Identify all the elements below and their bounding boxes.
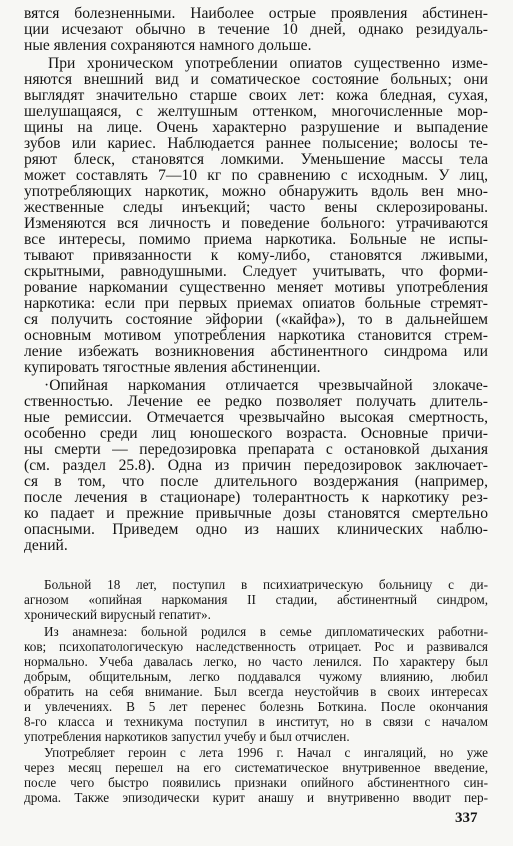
text-line: Изменяются вся личность и поведение больного: утрачиваются: [24, 215, 488, 232]
case-line: употребления наркотиков запустил учебу и был отчислен.: [24, 729, 350, 744]
text-line: ряют блеск, становятся ломкими. Уменьшение массы тела: [24, 151, 488, 168]
text-line: выглядят значительно старше своих лет: кожа бледная, сухая,: [24, 87, 488, 104]
case-line: 8-го класса и техникума поступил в институт, но в связи с началом: [24, 714, 488, 729]
case-line: добрым, общительным, легко поддавался чужому влиянию, любил: [24, 669, 488, 684]
text-line: ны смерти — передозировка препарата с остановкой дыхания: [24, 441, 488, 458]
case-line: хронический вирусный гепатит».: [24, 607, 211, 622]
text-line: вятся болезненными. Наиболее острые проявления абстинен-: [24, 5, 488, 22]
text-line: ственностью. Лечение ее редко позволяет получать длитель-: [24, 393, 488, 410]
text-line: ции исчезают обычно в течение 10 дней, однако резидуаль-: [24, 21, 488, 38]
text-line: ление избежать возникновения абстинентного синдрома или: [24, 343, 488, 360]
text-line: может составлять 7—10 кг по сравнению с исходным. У лиц,: [24, 167, 488, 184]
text-line: наркотика: если при первых приемах опиатов больные стремят-: [24, 295, 488, 312]
text-line: При хроническом употреблении опиатов существенно изме-: [48, 55, 488, 72]
case-line: агнозом «опийная наркомания II стадии, абстинентный синдром,: [24, 592, 488, 607]
page-number: 337: [455, 810, 478, 826]
text-line: опасными. Приведем одно из наших клинических наблю-: [24, 521, 488, 538]
text-line: основным мотивом употребления наркотика становится стрем-: [24, 327, 488, 344]
case-line: и увлечениях. В 5 лет перенес болезнь Боткина. После окончания: [24, 699, 488, 714]
text-line: щины на лице. Очень характерно разрушение и выпадение: [24, 119, 488, 136]
text-line: ся получить состояние эйфории («кайфа»), то в дальнейшем: [24, 311, 488, 328]
text-line: тывают привязанности к кому-либо, становятся лживыми,: [24, 247, 488, 264]
text-line: употребляющих наркотик, можно обнаружить вдоль вен мно-: [24, 183, 488, 200]
case-line: обратить на себя внимание. Был всегда неустойчив в своих интересах: [24, 684, 488, 699]
text-line: после лечения в стационаре) толерантность к наркотику рез-: [24, 489, 488, 506]
text-line: ко падает и прежние привычные дозы становятся смертельно: [24, 505, 488, 522]
text-line: скрытными, равнодушными. Следует учитывать, что форми-: [24, 263, 488, 280]
text-line: шелушащаяся, с желтушным оттенком, многочисленные мор-: [24, 103, 488, 120]
case-line: дрома. Также эпизодически курит анашу и внутривенно вводит пер-: [24, 790, 488, 805]
text-line: особенно среди лиц юношеского возраста. Основные причи-: [24, 425, 488, 442]
text-line: ные явления сохраняются намного дольше.: [24, 37, 312, 54]
case-line: нормально. Учеба давалась легко, но часто ленился. По характеру был: [24, 654, 488, 669]
case-line: Употребляет героин с лета 1996 г. Начал с ингаляций, но уже: [44, 745, 488, 760]
text-line: ся в том, что после длительного воздержания (например,: [24, 473, 488, 490]
case-line: через месяц перешел на его систематическое внутривенное введение,: [24, 760, 488, 775]
case-line: после чего быстро появились признаки опийного абстинентного син-: [24, 775, 488, 790]
text-line: дений.: [24, 537, 68, 554]
text-line: няются внешний вид и соматическое состояние больных; они: [24, 71, 488, 88]
case-line: Из анамнеза: больной родился в семье дипломатических работни-: [44, 624, 488, 639]
case-line: ков; психопатологическую наследственность отрицает. Рос и развивался: [24, 639, 488, 654]
text-line: купировать тягостные явления абстиненции.: [24, 359, 321, 376]
text-line: ·Опийная наркомания отличается чрезвычайной злокаче-: [44, 377, 488, 394]
text-line: рование наркомании существенно меняет мотивы употребления: [24, 279, 488, 296]
case-line: Больной 18 лет, поступил в психиатрическую больницу с ди-: [44, 577, 488, 592]
text-line: зубов или кариес. Наблюдается раннее полысение; волосы те-: [24, 135, 488, 152]
text-line: (см. раздел 25.8). Одна из причин передозировок заключает-: [24, 457, 488, 474]
text-line: жественные следы инъекций; часто вены склерозированы.: [24, 199, 488, 216]
text-line: ные ремиссии. Отмечается чрезвычайно высокая смертность,: [24, 409, 488, 426]
text-line: все интересы, помимо приема наркотика. Больные не испы-: [24, 231, 488, 248]
